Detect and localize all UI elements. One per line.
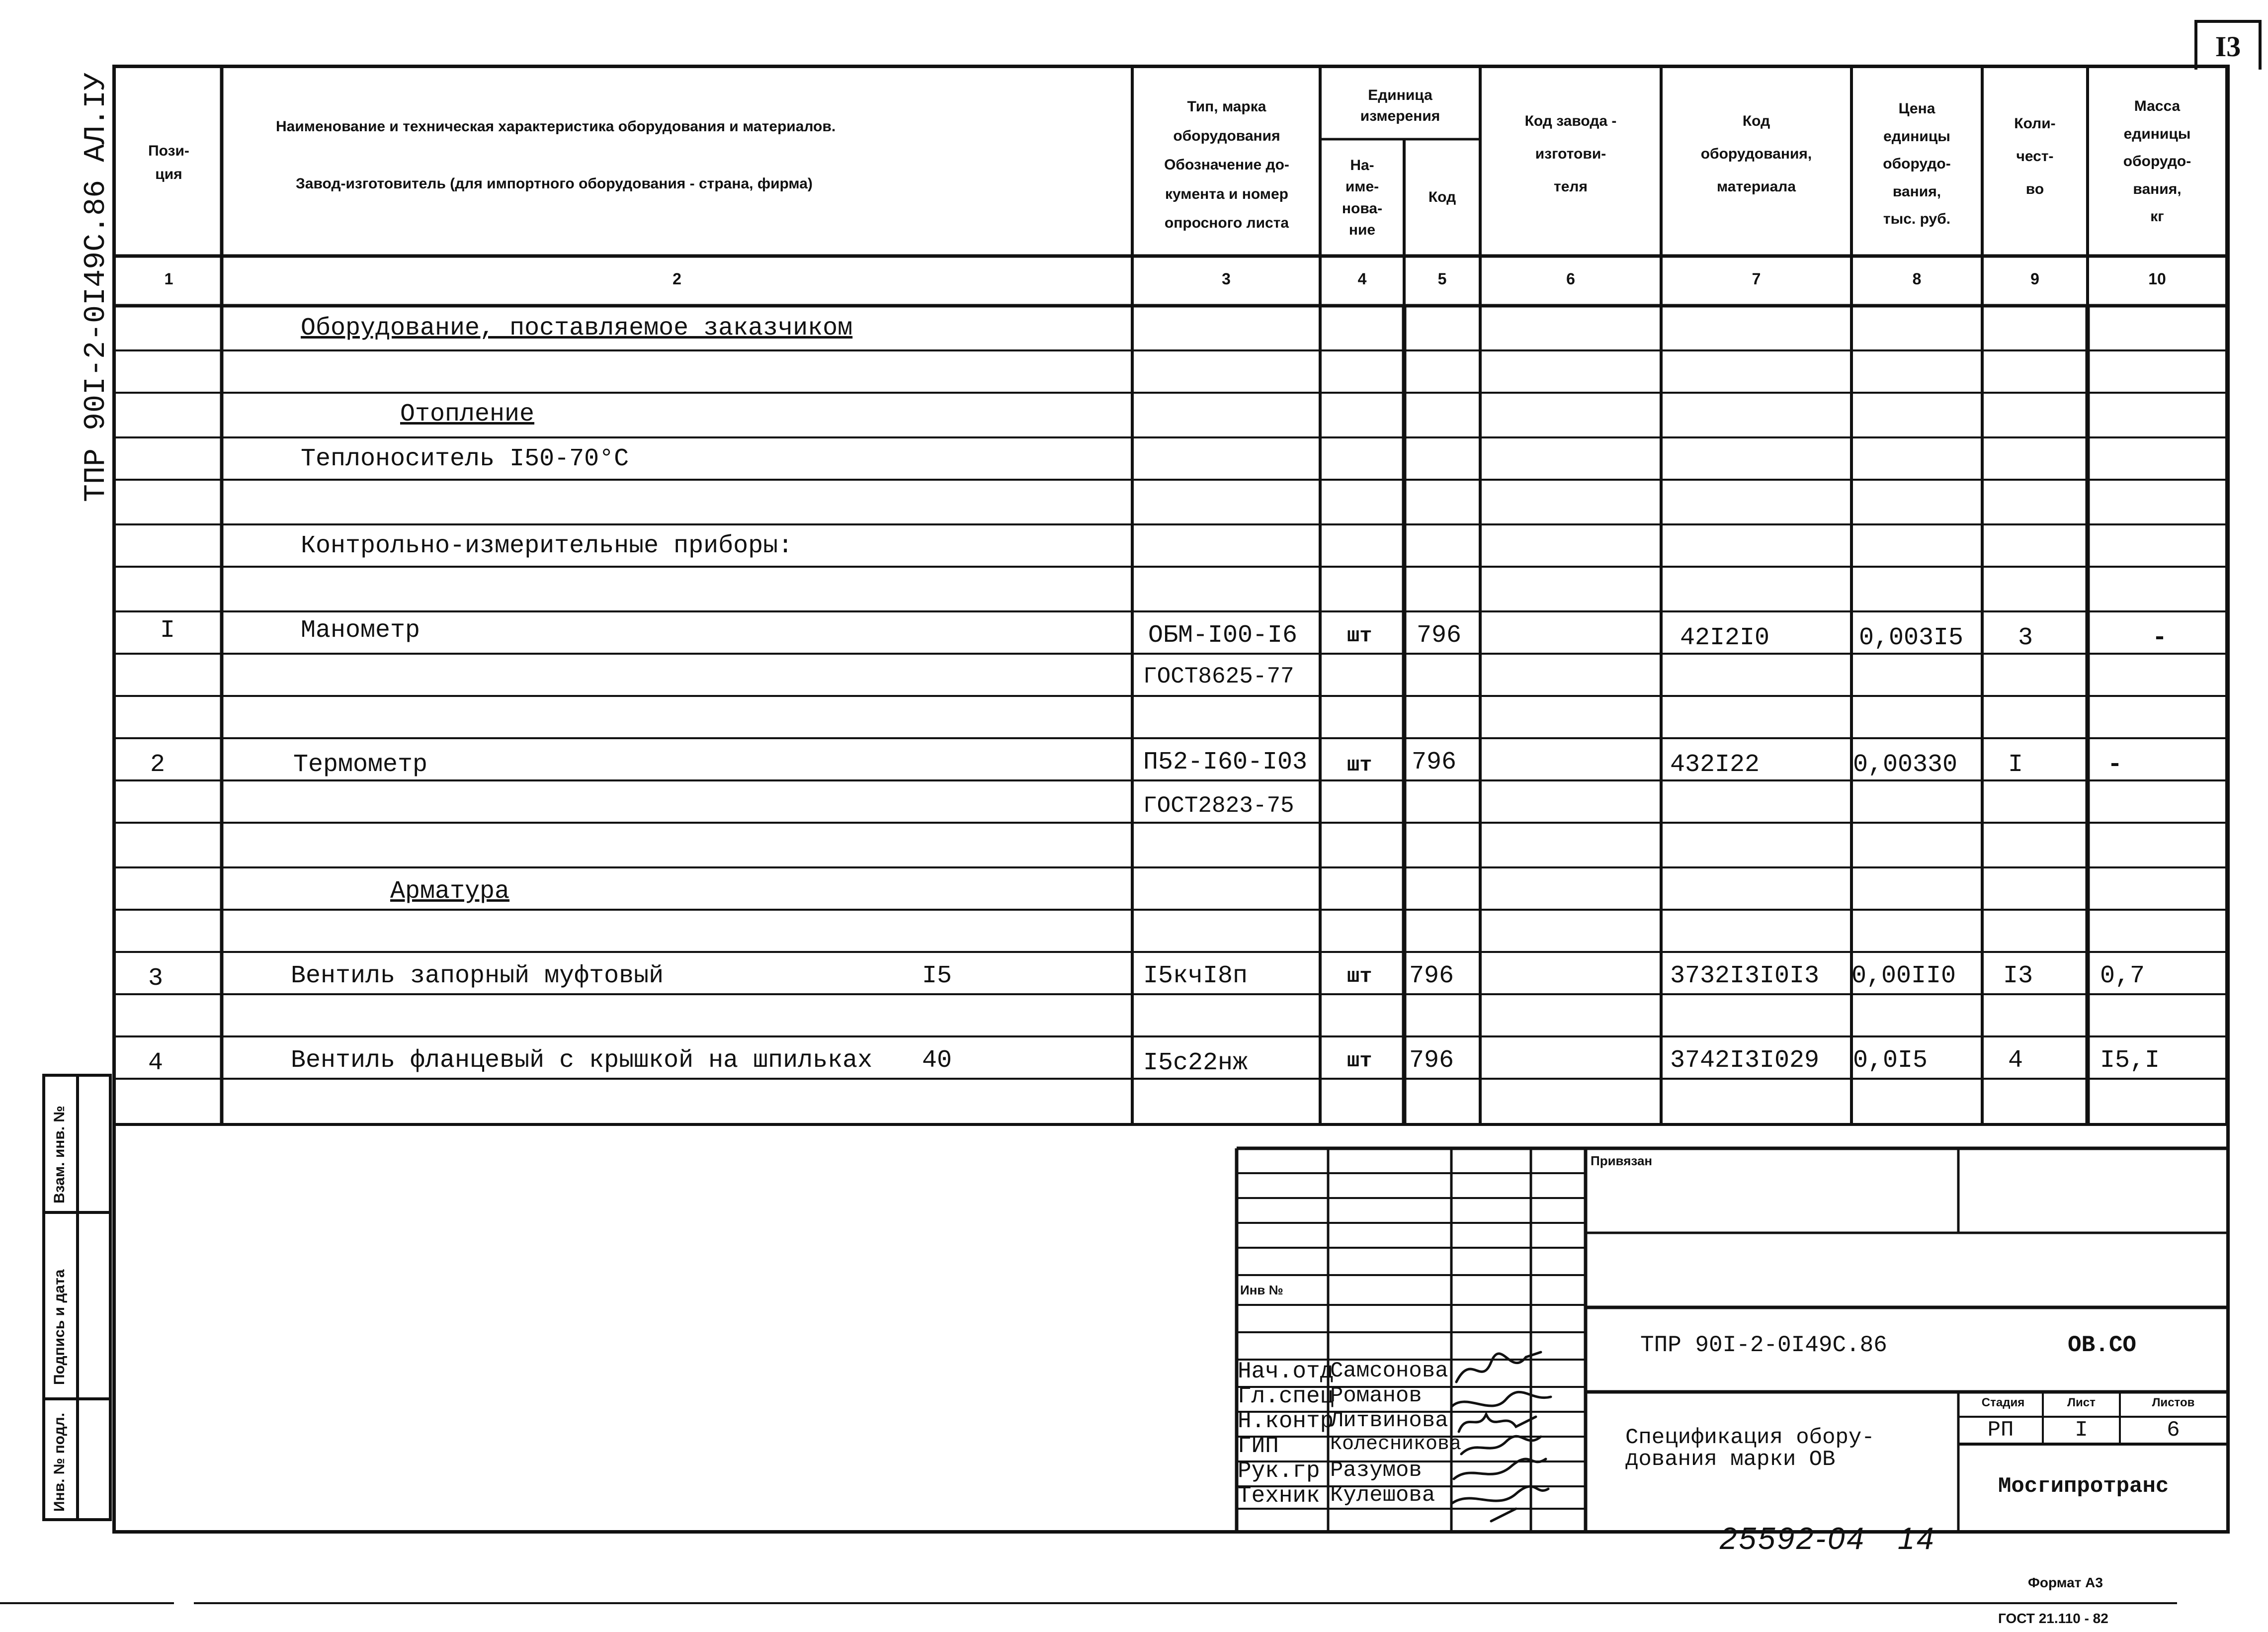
header-quantity: Коли- чест- во [2014, 115, 2056, 197]
side-label-replacement-inv: Взам. инв. № [51, 1106, 68, 1203]
header-unit-group: Единица измерения [1360, 86, 1440, 124]
page-number: I3 [2194, 20, 2262, 70]
row1-mass: - [2152, 624, 2168, 652]
row1-document: ГОСТ8625-77 [1143, 664, 1294, 689]
column-number-4: 4 [1357, 270, 1367, 288]
row3-price: 0,00II0 [1851, 962, 1956, 990]
subsection-instruments: Контрольно-измерительные приборы: [301, 532, 793, 560]
row2-document: ГОСТ2823-75 [1143, 793, 1294, 819]
name-kolesnikova: Колесникова [1330, 1433, 1462, 1456]
side-label-inv-original: Инв. № подл. [51, 1412, 68, 1512]
row3-mass: 0,7 [2100, 962, 2145, 990]
header-name-line1: Наименование и техническая характеристика оборудования и материалов. [276, 118, 836, 135]
row4-type: I5с22нж [1143, 1049, 1248, 1077]
header-unit-name: На- име- нова- ние [1342, 157, 1383, 238]
side-label-signature-date: Подпись и дата [51, 1269, 68, 1385]
row1-equipment-code: 42I2I0 [1680, 624, 1770, 652]
sheets-label: Листов [2152, 1396, 2195, 1409]
header-unit-code: Код [1428, 189, 1456, 206]
row4-price: 0,0I5 [1853, 1046, 1928, 1075]
row3-position: 3 [148, 964, 164, 993]
role-group-lead: Рук.гр [1238, 1458, 1320, 1484]
row4-equipment-code: 3742I3I029 [1670, 1046, 1820, 1075]
row1-name: Манометр [301, 616, 420, 645]
name-romanov: Романов [1330, 1383, 1422, 1408]
row4-unit: шт [1347, 1049, 1372, 1073]
row4-unit-code: 796 [1409, 1046, 1454, 1075]
row4-quantity: 4 [2008, 1046, 2023, 1075]
column-number-7: 7 [1752, 270, 1761, 288]
column-number-3: 3 [1222, 270, 1231, 288]
row3-quantity: I3 [2003, 962, 2033, 990]
row2-unit-code: 796 [1412, 748, 1457, 776]
inv-number-label: Инв № [1240, 1283, 1283, 1297]
header-type: Тип, марка оборудования Обозначение до- кумента и номер опросного листа [1164, 98, 1289, 232]
sheets-value: 6 [2167, 1418, 2180, 1443]
role-technician: Техник [1238, 1483, 1320, 1509]
column-number-5: 5 [1437, 270, 1447, 288]
role-chief-engineer: ГИП [1238, 1433, 1279, 1459]
row2-mass: - [2107, 751, 2123, 779]
row3-unit: шт [1347, 964, 1372, 988]
column-number-6: 6 [1566, 270, 1575, 288]
header-manufacturer-code: Код завода - изготови- теля [1524, 113, 1617, 195]
doc-mark: ОВ.СО [2068, 1332, 2137, 1358]
row2-type: П52-I60-I03 [1143, 748, 1308, 776]
header-unit-price: Цена единицы оборудо- вания, тыс. руб. [1883, 100, 1951, 228]
sheet-value: I [2075, 1418, 2088, 1443]
row2-price: 0,00330 [1853, 751, 1958, 779]
row2-name: Термометр [293, 751, 428, 779]
row3-unit-code: 796 [1409, 962, 1454, 990]
handwritten-archive-number: 25592-04 14 [1720, 1522, 1936, 1556]
stage-label: Стадия [1981, 1396, 2025, 1409]
column-number-8: 8 [1912, 270, 1922, 288]
row3-type: I5кчI8п [1143, 962, 1248, 990]
side-document-code: ТПР 90I-2-0I49С.86 АЛ.IУ [80, 72, 113, 502]
gost-label: ГОСТ 21.110 - 82 [1998, 1611, 2108, 1626]
stage-value: РП [1987, 1418, 2014, 1443]
row4-position: 4 [148, 1049, 164, 1077]
row2-position: 2 [150, 751, 166, 779]
row4-mass: I5,I [2100, 1046, 2160, 1075]
header-name-line2: Завод-изготовитель (для импортного оборудования - страна, фирма) [296, 175, 813, 192]
role-chief-spec: Гл.спец [1238, 1383, 1334, 1409]
row3-nominal-diameter: I5 [922, 962, 952, 990]
role-head-dept: Нач.отд [1238, 1359, 1334, 1384]
row4-name: Вентиль фланцевый с крышкой на шпильках [291, 1046, 873, 1075]
row1-unit: шт [1347, 624, 1372, 648]
row2-equipment-code: 432I22 [1670, 751, 1760, 779]
column-number-1: 1 [164, 270, 173, 288]
role-norm-control: Н.контр [1238, 1408, 1334, 1434]
header-position: Пози- ция [148, 143, 189, 182]
heat-carrier: Теплоноситель I50-70°С [301, 445, 629, 473]
sheet-label: Лист [2067, 1396, 2096, 1409]
organization: Мосгипротранс [1998, 1474, 2169, 1499]
row1-price: 0,003I5 [1859, 624, 1964, 652]
row4-nominal-diameter: 40 [922, 1046, 952, 1075]
name-litvinova: Литвинова [1330, 1408, 1448, 1433]
section-title: Оборудование, поставляемое заказчиком [301, 314, 853, 343]
row1-type: ОБМ-I00-I6 [1148, 621, 1298, 650]
doc-title: Спецификация обору- дования марки ОВ [1625, 1425, 1875, 1472]
subsection-fittings: Арматура [390, 877, 510, 906]
row3-equipment-code: 3732I3I0I3 [1670, 962, 1820, 990]
row2-quantity: I [2008, 751, 2023, 779]
row2-unit: шт [1347, 753, 1372, 777]
column-number-2: 2 [672, 270, 681, 288]
subsection-heating: Отопление [400, 400, 535, 429]
header-equipment-code: Код оборудования, материала [1700, 113, 1812, 195]
row1-position: I [160, 616, 175, 645]
row3-name: Вентиль запорный муфтовый [291, 962, 664, 990]
name-samsonova: Самсонова [1330, 1359, 1448, 1383]
doc-code: ТПР 90I-2-0I49С.86 [1640, 1332, 1887, 1358]
column-number-10: 10 [2148, 270, 2166, 288]
row1-unit-code: 796 [1417, 621, 1462, 650]
header-unit-mass: Масса единицы оборудо- вания, кг [2123, 98, 2191, 225]
name-kuleshova: Кулешова [1330, 1483, 1435, 1508]
row1-quantity: 3 [2018, 624, 2033, 652]
name-razumov: Разумов [1330, 1458, 1422, 1483]
format-label: Формат А3 [2028, 1575, 2103, 1590]
attached-label: Привязан [1591, 1153, 1653, 1168]
column-number-9: 9 [2030, 270, 2039, 288]
